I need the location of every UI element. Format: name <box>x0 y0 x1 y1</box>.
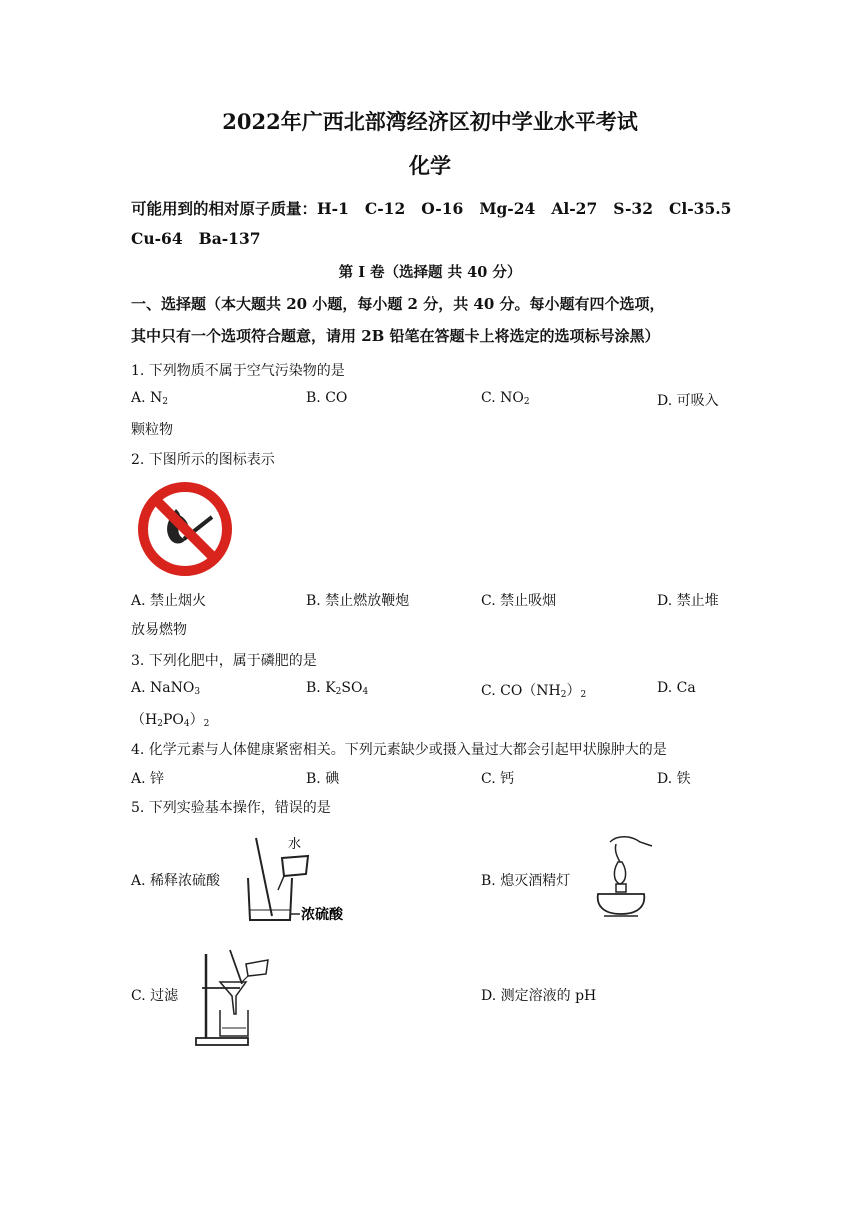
atomic-mass-h: H-1 <box>317 199 349 218</box>
q4-option-a: A. 锌 <box>131 771 165 787</box>
q5-stem: 5. 下列实验基本操作，错误的是 <box>131 800 331 816</box>
q4-stem: 4. 化学元素与人体健康紧密相关。下列元素缺少或摄入量过大都会引起甲状腺肿大的是 <box>131 742 667 758</box>
atomic-mass-al: Al-27 <box>551 199 598 218</box>
atomic-mass-c: C-12 <box>364 199 406 218</box>
atomic-mass-cl: Cl-35.5 <box>669 199 732 218</box>
q2-option-d-continued: 放易燃物 <box>131 622 187 638</box>
q1-option-d: D. 可吸入 <box>657 393 719 409</box>
exam-title: 2022年广西北部湾经济区初中学业水平考试 <box>222 109 638 134</box>
dilute-acid-figure <box>238 828 353 928</box>
atomic-mass-o: O-16 <box>421 199 464 218</box>
q4-option-d: D. 铁 <box>657 771 691 787</box>
q1-option-a: A. $N_2$ <box>131 390 168 407</box>
q5-option-d: D. 测定溶液的 pH <box>481 988 597 1004</box>
q3-option-c: C. $CO(NH_2)_2$ <box>481 683 587 700</box>
alcohol-lamp-figure <box>590 832 662 924</box>
q2-option-a: A. 禁止烟火 <box>131 593 207 609</box>
atomic-mass-s: S-32 <box>613 199 653 218</box>
q3-option-a: A. NaNO$_3$ <box>131 680 201 697</box>
q1-stem: 1. 下列物质不属于空气污染物的是 <box>131 363 345 379</box>
q3-option-d-continued: $(H_2PO_4)_2$ <box>131 712 210 729</box>
q3-stem: 3. 下列化肥中，属于磷肥的是 <box>131 653 317 669</box>
q5-option-b: B. 熄灭酒精灯 <box>481 873 571 889</box>
atomic-mass-line-1 <box>131 197 731 219</box>
q5-option-c: C. 过滤 <box>131 988 179 1004</box>
atomic-mass-label: 可能用到的相对原子质量： <box>131 199 318 218</box>
atomic-mass-ba: Ba-137 <box>198 229 261 248</box>
q1-option-d-continued: 颗粒物 <box>131 422 173 438</box>
q3-option-b: B. $K_2SO_4$ <box>306 680 369 697</box>
acid-label: 浓硫酸 <box>301 907 343 923</box>
q5-option-a: A. 稀释浓硫酸 <box>131 873 221 889</box>
no-fire-sign-icon <box>134 479 236 579</box>
water-label: 水 <box>288 837 302 852</box>
atomic-mass-line-2 <box>131 229 261 248</box>
filtration-figure <box>190 944 274 1048</box>
part-title-line-1: 一、选择题（本大题共 20 小题，每小题 2 分，共 40 分。每小题有四个选项， <box>131 295 665 313</box>
q2-option-d: D. 禁止堆 <box>657 593 719 609</box>
q4-option-c: C. 钙 <box>481 771 515 787</box>
volume-title: 第 I 卷（选择题 共 40 分） <box>338 264 522 281</box>
atomic-mass-cu: Cu-64 <box>131 229 183 248</box>
q3-option-d: D. Ca <box>657 680 696 696</box>
q1-option-b: B. CO <box>306 390 348 406</box>
q2-option-c: C. 禁止吸烟 <box>481 593 557 609</box>
q1-option-c: C. $NO_2$ <box>481 390 530 407</box>
q2-option-b: B. 禁止燃放鞭炮 <box>306 593 410 609</box>
part-title-line-2: 其中只有一个选项符合题意，请用 2B 铅笔在答题卡上将选定的选项标号涂黑） <box>131 327 660 345</box>
q4-option-b: B. 碘 <box>306 771 340 787</box>
atomic-mass-mg: Mg-24 <box>479 199 536 218</box>
subject-title: 化学 <box>409 153 451 178</box>
q2-stem: 2. 下图所示的图标表示 <box>131 452 275 468</box>
